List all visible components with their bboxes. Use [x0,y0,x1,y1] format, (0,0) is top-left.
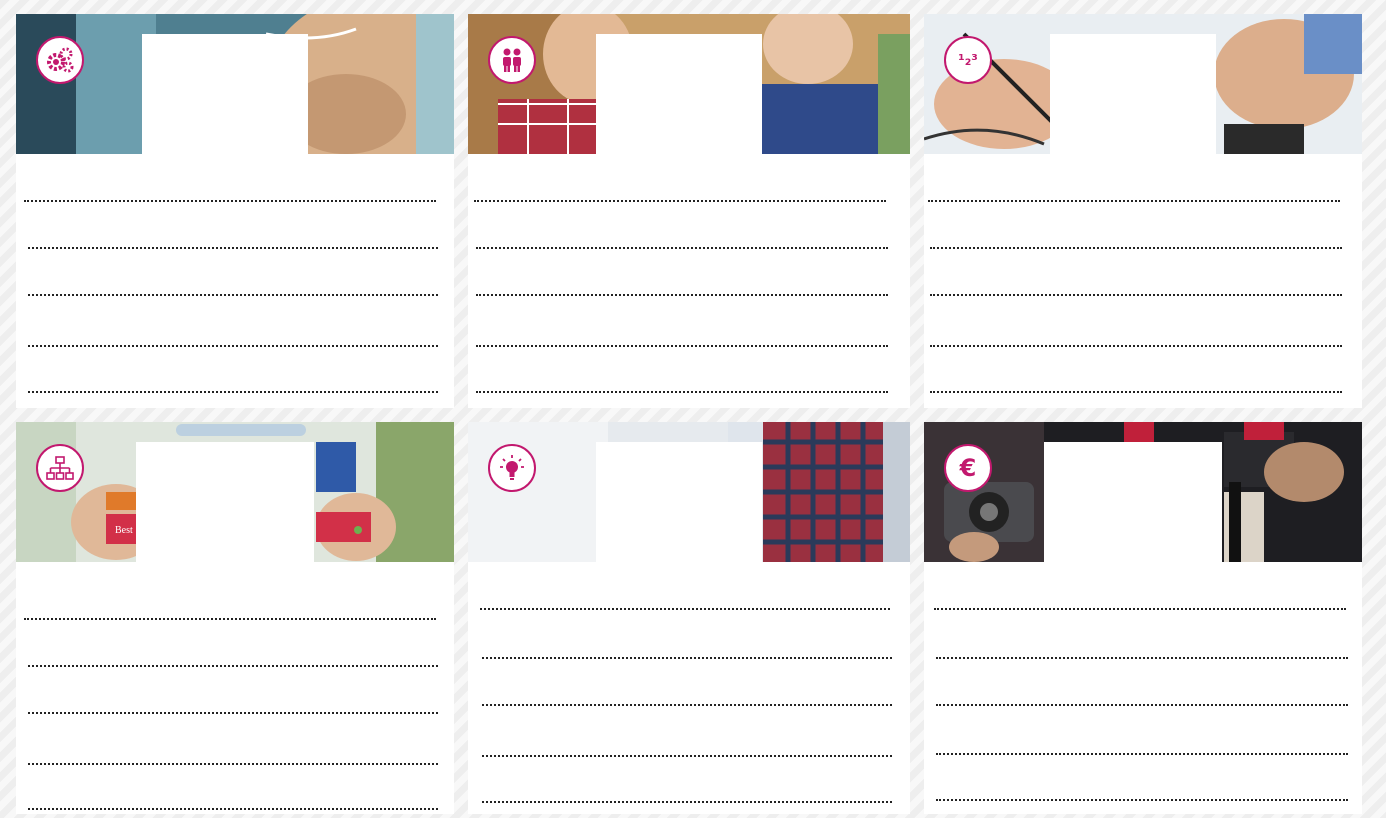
writing-line[interactable] [930,345,1342,347]
blank-label-area [1044,442,1222,564]
writing-line[interactable] [936,657,1348,659]
card-2 [468,14,910,408]
writing-line[interactable] [482,755,892,757]
writing-line[interactable] [482,657,892,659]
writing-line[interactable] [930,294,1342,296]
card-6 [924,422,1362,814]
writing-line[interactable] [474,200,886,202]
numbers-glyph: ¹₂³ [958,51,978,69]
euro-glyph: € [959,454,977,482]
writing-line[interactable] [482,704,892,706]
euro-icon [944,444,992,492]
people-icon [488,36,536,84]
writing-line[interactable] [480,608,890,610]
writing-line[interactable] [476,391,888,393]
lightbulb-icon [488,444,536,492]
hierarchy-icon [36,444,84,492]
writing-line[interactable] [930,391,1342,393]
writing-line[interactable] [928,200,1340,202]
writing-line[interactable] [482,801,892,803]
writing-line[interactable] [936,799,1348,801]
blank-label-area [596,442,762,564]
writing-line[interactable] [28,763,438,765]
blank-label-area [142,34,308,156]
writing-line[interactable] [476,247,888,249]
writing-line[interactable] [936,704,1348,706]
writing-line[interactable] [28,294,438,296]
book-label: Best [115,525,133,536]
card-5 [468,422,910,814]
writing-line[interactable] [28,712,438,714]
gears-icon [36,36,84,84]
card-4 [16,422,454,814]
writing-line[interactable] [24,200,436,202]
writing-line[interactable] [936,753,1348,755]
writing-line[interactable] [934,608,1346,610]
writing-line[interactable] [930,247,1342,249]
writing-line[interactable] [24,618,436,620]
writing-line[interactable] [476,294,888,296]
card-3 [924,14,1362,408]
writing-line[interactable] [28,345,438,347]
blank-label-area [1050,34,1216,156]
writing-line[interactable] [476,345,888,347]
writing-line[interactable] [28,665,438,667]
blank-label-area [136,442,314,564]
card-1 [16,14,454,408]
blank-label-area [596,34,762,156]
writing-line[interactable] [28,808,438,810]
writing-line[interactable] [28,391,438,393]
writing-line[interactable] [28,247,438,249]
numbers-icon [944,36,992,84]
